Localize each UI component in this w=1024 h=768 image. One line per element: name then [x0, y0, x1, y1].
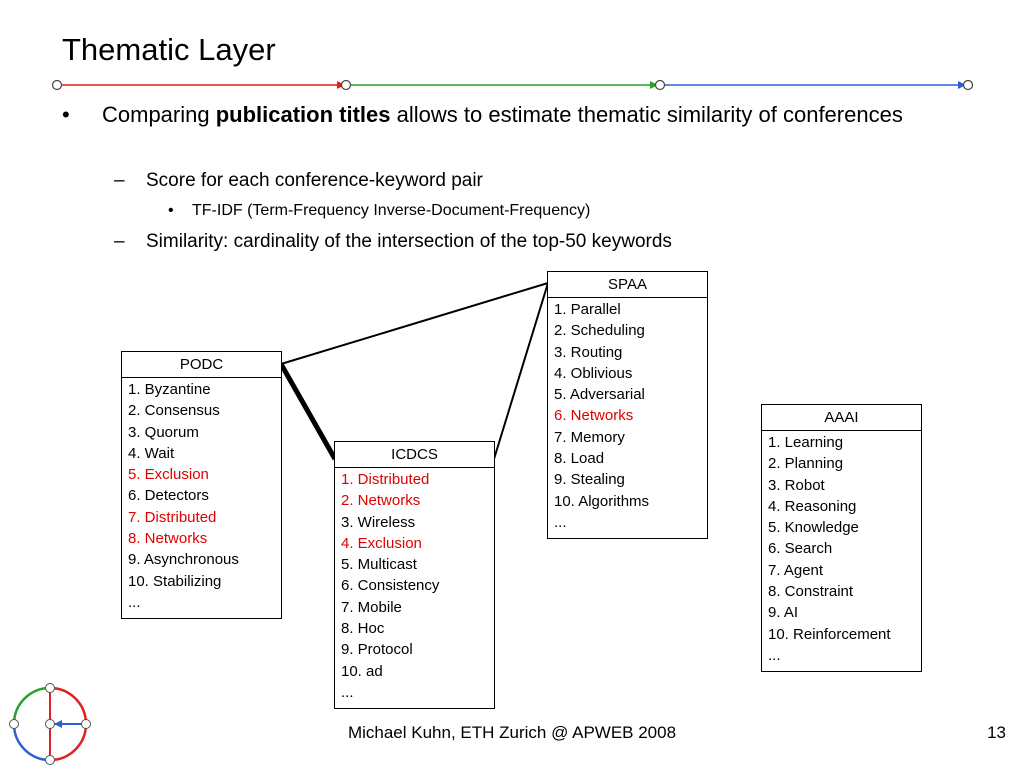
box-header: PODC	[122, 352, 281, 378]
keyword-item: 7. Memory	[554, 428, 625, 446]
keyword-item: 3. Wireless	[341, 513, 416, 531]
keyword-item: 1. Learning	[768, 434, 844, 451]
keyword-item: 6. Search	[768, 540, 833, 558]
keyword-item: 7. Mobile	[341, 598, 402, 616]
keyword-item: 10. ad	[341, 662, 383, 680]
keyword-item: 1. Parallel	[554, 301, 621, 318]
sub-bullet-dash: –	[114, 231, 125, 252]
keyword-list	[122, 378, 281, 613]
keyword-item: 10. Reinforcement	[768, 625, 891, 643]
keyword-item: 4. Wait	[128, 444, 175, 462]
sub-bullet-score: Score for each conference-keyword pair	[146, 170, 483, 191]
keyword-item: 10. Stabilizing	[128, 572, 222, 590]
keyword-item: 4. Reasoning	[768, 497, 857, 515]
subsub-bullet-tfidf: TF-IDF (Term-Frequency Inverse-Document-Frequency)	[192, 202, 591, 219]
footer-text: Michael Kuhn, ETH Zurich @ APWEB 2008	[347, 723, 677, 742]
keyword-list	[335, 468, 494, 703]
keyword-item: 6. Networks	[554, 407, 634, 425]
keyword-item: 9. Stealing	[554, 471, 625, 489]
keyword-item: 2. Planning	[768, 455, 844, 473]
podc-keyword-box	[121, 351, 282, 619]
keyword-item: 3. Quorum	[128, 423, 199, 441]
keyword-item: 6. Detectors	[128, 487, 209, 505]
keyword-list	[548, 298, 707, 533]
keyword-item: 9. Protocol	[341, 641, 413, 659]
connector-icdcs-spaa	[494, 283, 548, 459]
keyword-item: 7. Agent	[768, 561, 824, 579]
keyword-item: ...	[128, 593, 141, 611]
keyword-item: 5. Multicast	[341, 556, 417, 574]
keyword-item: ...	[554, 513, 567, 531]
keyword-item: 1. Distributed	[341, 471, 430, 488]
keyword-item: 6. Consistency	[341, 577, 440, 595]
keyword-item: 7. Distributed	[128, 508, 217, 526]
keyword-item: 2. Networks	[341, 492, 421, 510]
subsub-bullet-marker: •	[168, 202, 174, 219]
keyword-item: 2. Consensus	[128, 402, 220, 420]
keyword-item: 8. Constraint	[768, 583, 854, 601]
bullet-text: allows to estimate thematic similarity of conferences	[390, 102, 903, 127]
keyword-item: 9. Asynchronous	[128, 551, 239, 569]
keyword-item: 1. Byzantine	[128, 381, 211, 398]
sub-bullet-similarity: Similarity: cardinality of the intersection of the top-50 keywords	[146, 231, 672, 252]
aaai-keyword-box	[761, 404, 922, 672]
keyword-item: 10. Algorithms	[554, 492, 650, 510]
connector-podc-icdcs	[281, 364, 335, 459]
keyword-item: 8. Load	[554, 450, 605, 468]
box-header: ICDCS	[335, 442, 494, 468]
bullet-bold-text: publication titles	[215, 102, 391, 127]
slide-title: Thematic Layer	[62, 32, 276, 67]
bullet-marker: •	[62, 102, 70, 127]
icdcs-keyword-box	[334, 441, 495, 709]
keyword-item: ...	[341, 683, 354, 701]
keyword-item: 5. Knowledge	[768, 519, 859, 537]
keyword-item: 3. Robot	[768, 476, 825, 494]
keyword-item: 4. Oblivious	[554, 364, 633, 382]
keyword-item: ...	[768, 646, 781, 664]
keyword-item: 8. Networks	[128, 530, 208, 548]
keyword-item: 8. Hoc	[341, 620, 385, 638]
box-header: AAAI	[762, 405, 921, 431]
box-header: SPAA	[548, 272, 707, 298]
sub-bullet-dash: –	[114, 170, 125, 191]
keyword-item: 9. AI	[768, 604, 799, 622]
connector-podc-spaa	[281, 283, 548, 364]
keyword-list	[762, 431, 921, 666]
keyword-item: 3. Routing	[554, 343, 623, 361]
keyword-item: 4. Exclusion	[341, 534, 422, 552]
page-number: 13	[987, 723, 1006, 742]
keyword-item: 5. Exclusion	[128, 466, 209, 484]
spaa-keyword-box	[547, 271, 708, 539]
keyword-item: 5. Adversarial	[554, 386, 645, 404]
bullet-text: Comparing	[102, 102, 216, 127]
keyword-item: 2. Scheduling	[554, 322, 645, 340]
